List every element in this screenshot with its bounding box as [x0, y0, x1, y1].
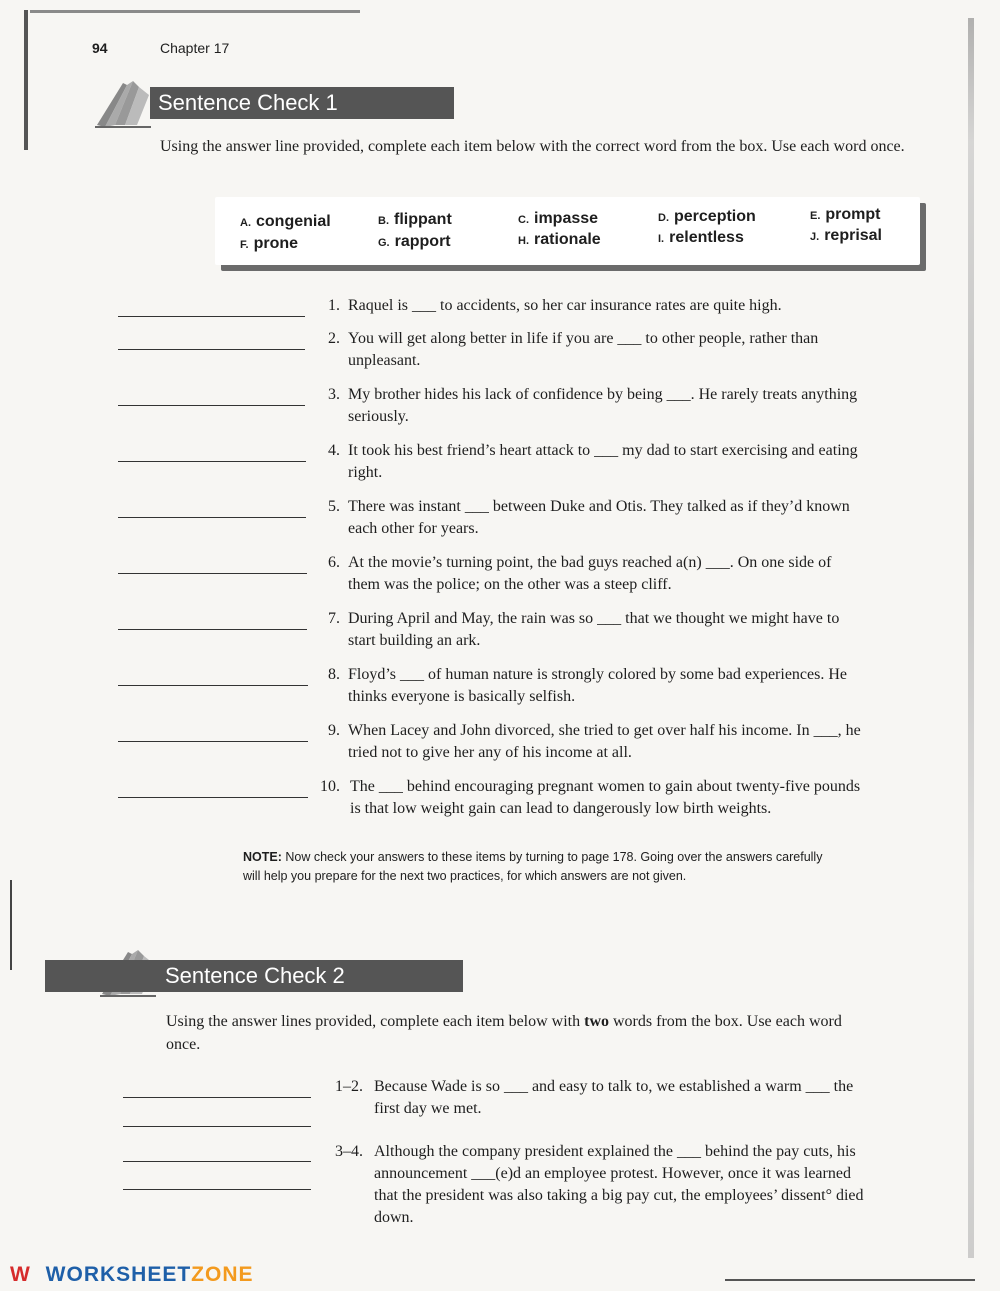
brand-name: WORKSHEET [45, 1263, 192, 1286]
scan-edge-left-lower [10, 880, 12, 970]
sentence-item: 3. My brother hides his lack of confidence by being ___. He rarely treats anything seriously. [328, 386, 858, 425]
answer-line[interactable] [118, 741, 308, 742]
sentence-check-2-banner [45, 960, 463, 992]
answer-line[interactable] [118, 685, 308, 686]
word-box [215, 197, 920, 265]
sentence-item: 3–4. Although the company president explained the ___ behind the pay cuts, his announcement ___(e)d an employee protest. However, once it was learned that the president was also taking a big pay cut, the employees’ dissent° died down. [335, 1143, 864, 1226]
answer-line[interactable] [118, 629, 307, 630]
answer-line[interactable] [118, 517, 306, 518]
scan-edge-left [24, 10, 28, 150]
sentence-item: 5. There was instant ___ between Duke and Otis. They talked as if they’d known each other for years. [328, 498, 850, 537]
scan-edge-top [30, 10, 360, 13]
sentence-item: 10. The ___ behind encouraging pregnant women to gain about twenty-five pounds is that low weight gain can lead to dangerously low birth weights. [320, 778, 861, 817]
answer-line[interactable] [118, 405, 305, 406]
scan-edge-right [968, 18, 974, 1258]
word-option: E. prompt [810, 206, 881, 223]
answer-line[interactable] [123, 1126, 311, 1127]
sentence-item: 9. When Lacey and John divorced, she tried to get over half his income. In ___, he tried not to give her any of his income at all. [328, 722, 861, 761]
answer-line[interactable] [118, 797, 308, 798]
check1-instructions: Using the answer line provided, complete each item below with the correct word from the box. Use each word once. [160, 138, 905, 155]
word-option: J. reprisal [810, 227, 882, 244]
word-option: G. rapport [378, 233, 451, 250]
sentence-check-1-banner [150, 87, 454, 119]
answer-line[interactable] [123, 1097, 311, 1098]
brand-mark: W [10, 1263, 31, 1286]
sentence-check-1-title: Sentence Check 1 [158, 90, 338, 115]
answer-line[interactable] [123, 1161, 311, 1162]
sentence-item: 7. During April and May, the rain was so ___ that we thought we might have to start building an ark. [328, 610, 840, 649]
sentence-item: 1–2. Because Wade is so ___ and easy to talk to, we established a warm ___ the first day we met. [335, 1078, 854, 1117]
word-option: D. perception [658, 208, 756, 225]
answer-note: NOTE: Now check your answers to these items by turning to page 178. Going over the answers carefully will help you prepare for the next two practices, for which answers are not given. [243, 850, 823, 883]
sentence-item: 4. It took his best friend’s heart attack to ___ my dad to start exercising and eating right. [328, 442, 858, 481]
answer-line[interactable] [118, 573, 307, 574]
answer-line[interactable] [118, 461, 306, 462]
brand-accent: ZONE [191, 1263, 254, 1286]
footer-rule [725, 1279, 975, 1281]
page-number: 94 [92, 40, 108, 56]
answer-line[interactable] [118, 316, 305, 317]
word-option: C. impasse [518, 210, 599, 227]
word-option: H. rationale [518, 231, 601, 248]
word-option: I. relentless [658, 229, 744, 246]
answer-line[interactable] [123, 1189, 311, 1190]
sentence-item: 6. At the movie’s turning point, the bad guys reached a(n) ___. On one side of them was the police; on the other was a steep cliff. [328, 554, 832, 593]
answer-line[interactable] [118, 349, 305, 350]
check2-instructions: Using the answer lines provided, complete each item below with two words from the box. Use each word once. [166, 1013, 842, 1053]
sentence-item: 2. You will get along better in life if you are ___ to other people, rather than unpleasant. [328, 330, 819, 369]
book-icon [93, 75, 155, 129]
chapter-label: Chapter 17 [160, 40, 230, 56]
word-option: B. flippant [378, 211, 452, 228]
sentence-item: 8. Floyd’s ___ of human nature is strongly colored by some bad experiences. He thinks everyone is basically selfish. [328, 666, 847, 705]
word-option: A. congenial [240, 213, 331, 230]
worksheetzone-logo [10, 1263, 254, 1287]
sentence-check-2-title: Sentence Check 2 [165, 963, 345, 988]
word-option: F. prone [240, 235, 299, 252]
